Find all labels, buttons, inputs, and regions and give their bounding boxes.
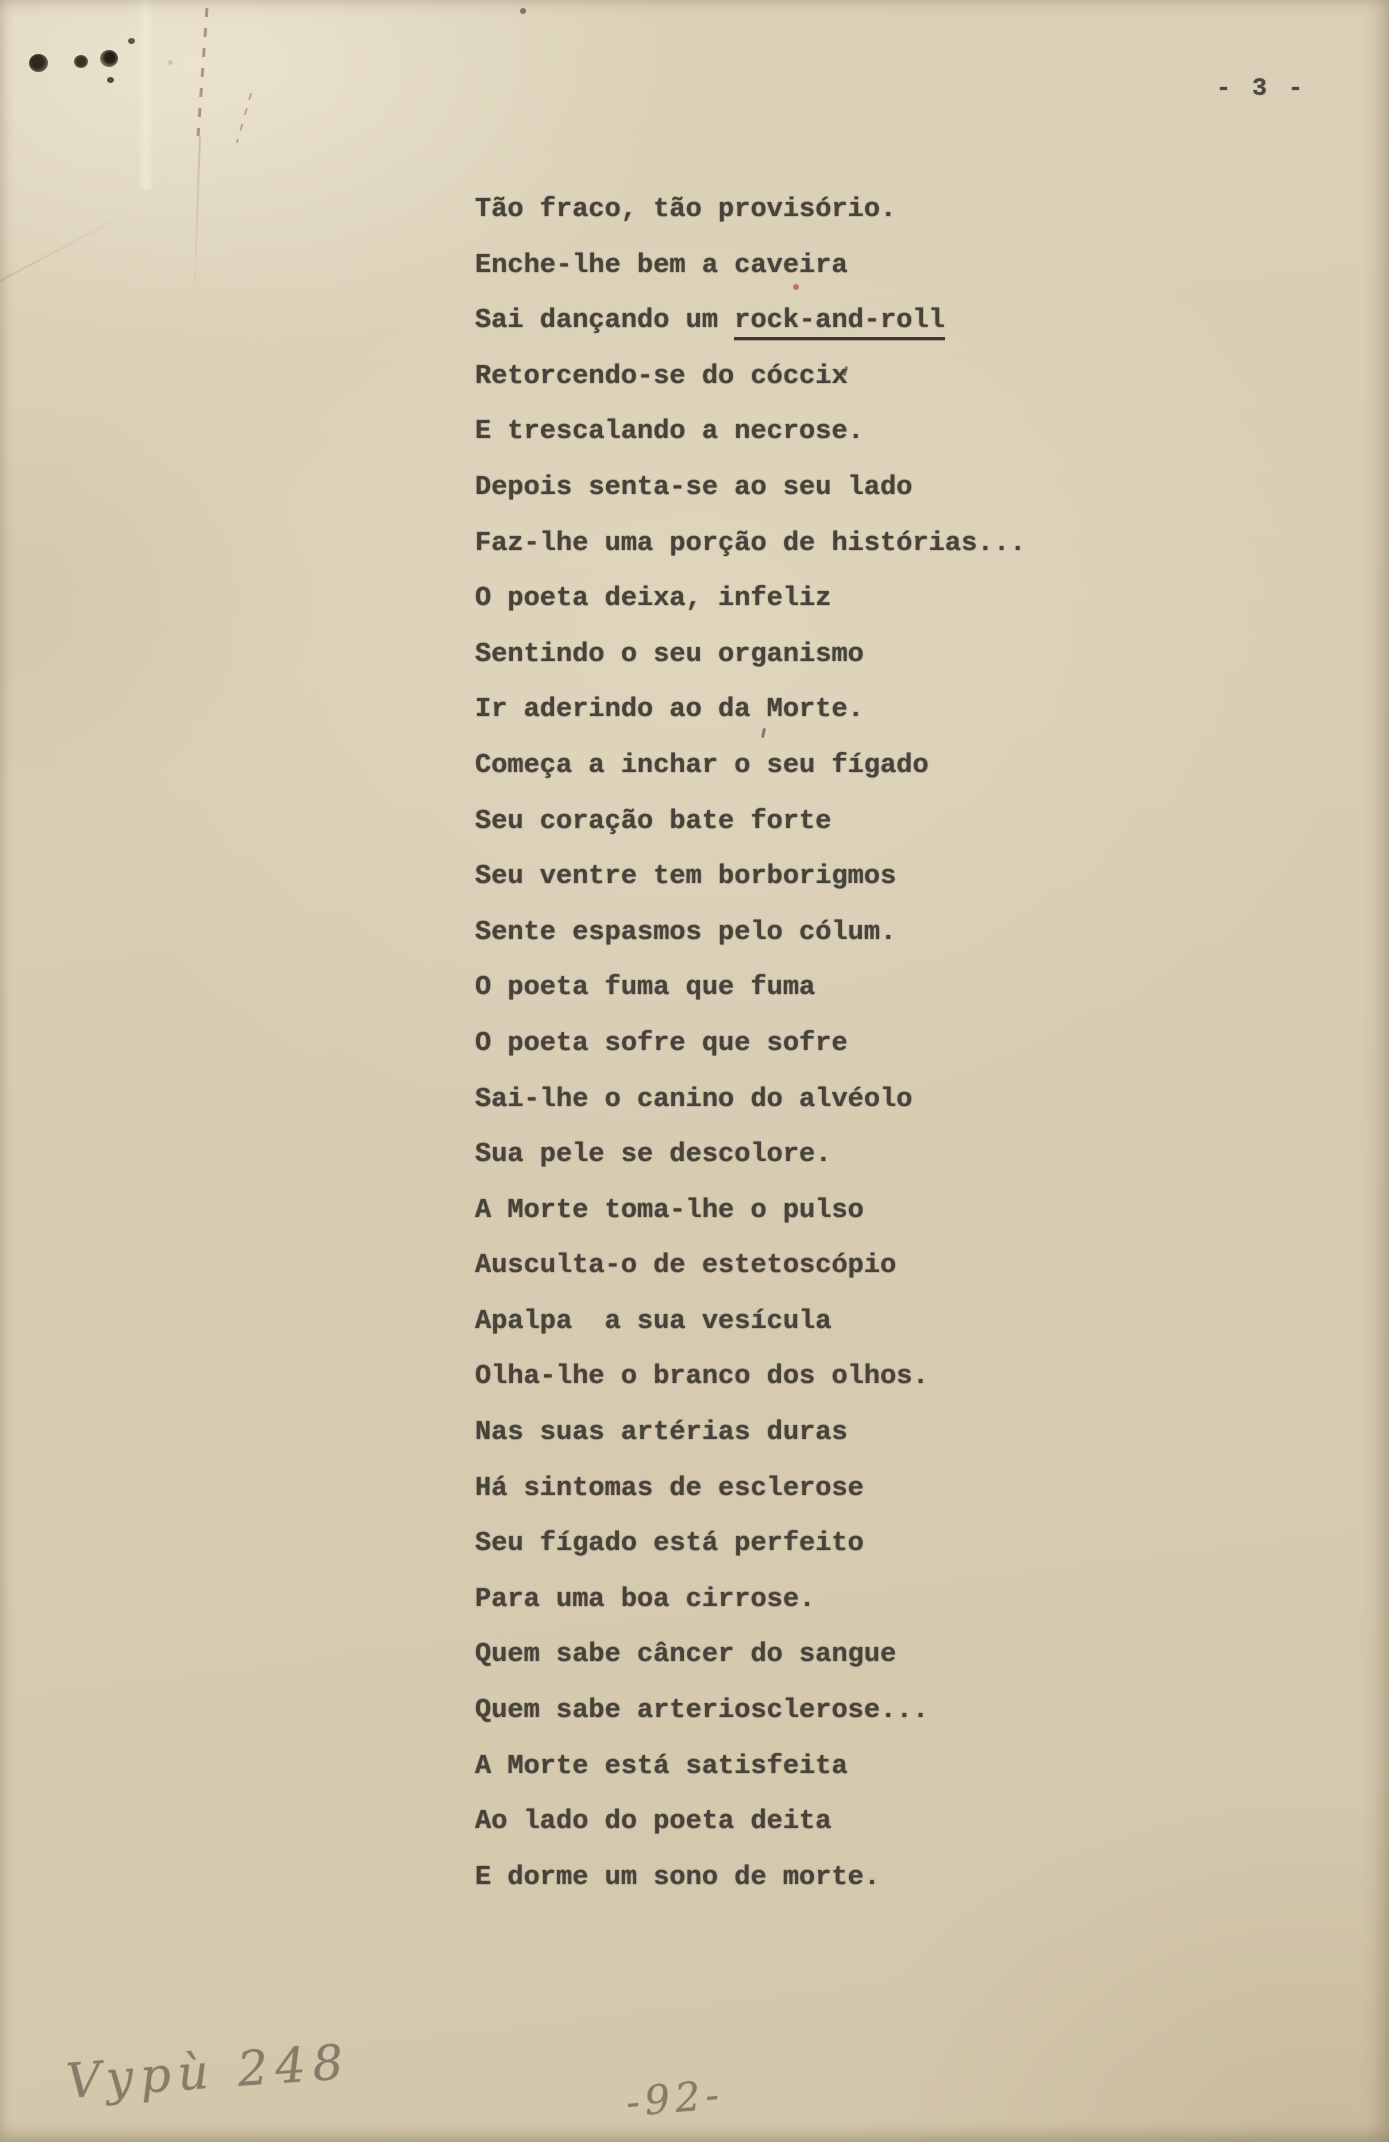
poem-line: Seu coração bate forte (475, 806, 832, 837)
poem-line: Ir aderindo ao da Morte. (475, 695, 864, 726)
poem-line: A Morte está satisfeita (475, 1751, 848, 1782)
paper-speck (168, 60, 173, 65)
poem-line: E trescalando a necrose. (475, 417, 864, 448)
ink-blot (100, 50, 118, 67)
paper-crease (193, 135, 201, 305)
poem-line: O poeta deixa, infeliz (475, 584, 832, 615)
poem-line: O poeta sofre que sofre (475, 1028, 848, 1059)
poem-line: Sai-lhe o canino do alvéolo (475, 1084, 913, 1115)
poem-line: Sente espasmos pelo cólum. (475, 917, 897, 948)
handwritten-page-number: -92- (624, 2071, 726, 2127)
poem-line: Para uma boa cirrose. (475, 1584, 816, 1615)
poem-line: O poeta fuma que fuma (475, 973, 816, 1004)
paper-speck (520, 8, 526, 14)
poem-body (475, 183, 1026, 1906)
poem-line: Seu ventre tem borborigmos (475, 862, 897, 893)
poem-line: Olha-lhe o branco dos olhos. (475, 1362, 929, 1393)
poem-line: Quem sabe arteriosclerose... (475, 1696, 929, 1727)
paper-fold (138, 0, 154, 190)
poem-line: Retorcendo-se do cóccix (475, 361, 848, 392)
ink-blot (29, 54, 48, 72)
poem-line: Ausculta-o de estetoscópio (475, 1251, 897, 1282)
poem-line: Sai dançando um rock-and-roll (475, 294, 1026, 350)
poem-line: E dorme um sono de morte. (475, 1862, 881, 1893)
paper-crease (236, 93, 252, 144)
paper-fold (0, 210, 133, 282)
poem-line: Enche-lhe bem a caveira (475, 250, 848, 281)
poem-line: Tão fraco, tão provisório. (475, 195, 897, 225)
poem-line: Seu fígado está perfeito (475, 1529, 864, 1560)
poem-line: Começa a inchar o seu fígado (475, 750, 929, 781)
poem-line: Ao lado do poeta deita (475, 1807, 832, 1838)
poem-line: Depois senta-se ao seu lado (475, 472, 913, 503)
handwritten-code: Vypù 248 (64, 2034, 352, 2110)
paper-speck (128, 38, 135, 44)
paper-crease (197, 8, 209, 136)
poem-line: A Morte toma-lhe o pulso (475, 1195, 864, 1226)
poem-line: Nas suas artérias duras (475, 1418, 848, 1449)
poem-line: Há sintomas de esclerose (475, 1473, 864, 1504)
paper-speck (107, 77, 114, 83)
poem-line: Quem sabe câncer do sangue (475, 1640, 897, 1671)
page-number: - 3 - (1216, 74, 1307, 103)
poem-line: Sentindo o seu organismo (475, 639, 864, 670)
poem-line: Apalpa a sua vesícula (475, 1306, 832, 1337)
poem-line: Faz-lhe uma porção de histórias... (475, 528, 1026, 559)
ink-blot (74, 55, 88, 68)
underlined-phrase: rock-and-roll (734, 306, 945, 340)
poem-line: Sua pele se descolore. (475, 1140, 832, 1171)
